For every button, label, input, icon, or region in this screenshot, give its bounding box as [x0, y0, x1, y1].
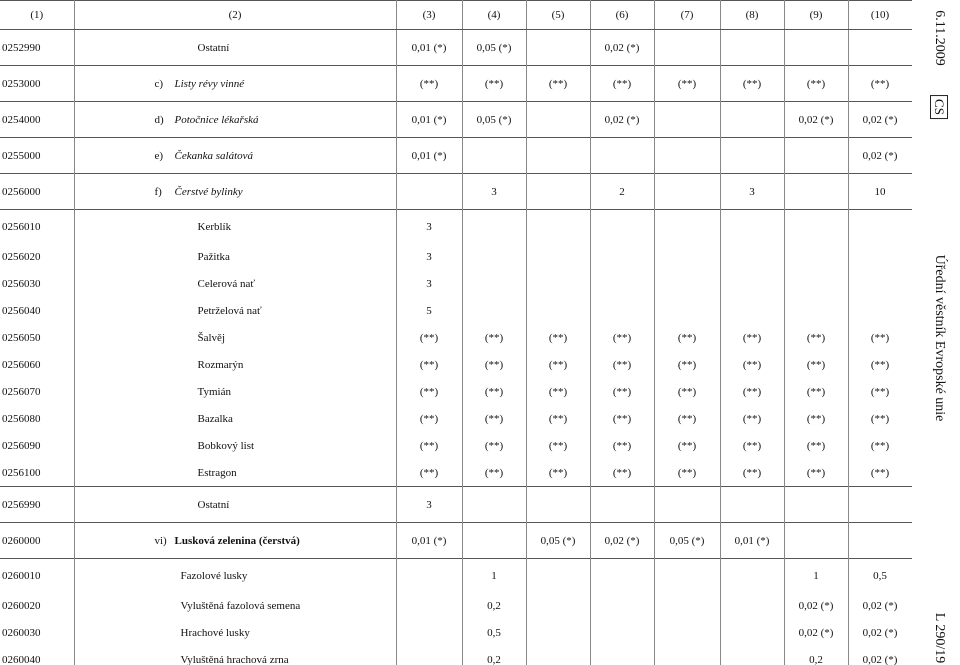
- product-description-cell: [74, 102, 396, 138]
- limit-value-col-10: 0,02 (*): [848, 620, 912, 647]
- table-row: [0, 523, 912, 559]
- limit-value-col-9: [784, 244, 848, 271]
- limit-value-col-10: 0,02 (*): [848, 593, 912, 620]
- limit-value-col-6: (**): [590, 406, 654, 433]
- product-name: Ostatní: [197, 498, 230, 511]
- limit-value-col-7: [654, 298, 720, 325]
- limit-value-col-10: 0,02 (*): [848, 102, 912, 138]
- limit-value-col-4: 0,5: [462, 620, 526, 647]
- table-row: [0, 271, 912, 298]
- limit-value-col-4: 0,05 (*): [462, 30, 526, 66]
- limit-value-col-7: [654, 559, 720, 593]
- category-marker: vi): [154, 534, 167, 547]
- limit-value-col-4: (**): [462, 325, 526, 352]
- limit-value-col-8: (**): [720, 379, 784, 406]
- limit-value-col-10: 0,02 (*): [848, 138, 912, 174]
- limit-value-col-8: (**): [720, 352, 784, 379]
- table-row: [0, 298, 912, 325]
- limit-value-col-7: [654, 620, 720, 647]
- product-code: 0260000: [0, 523, 74, 559]
- table-row: [0, 406, 912, 433]
- limit-value-col-3: (**): [396, 325, 462, 352]
- limit-value-col-5: [526, 30, 590, 66]
- limit-value-col-7: [654, 647, 720, 665]
- limit-value-col-6: [590, 210, 654, 244]
- publication-date: 6.11.2009: [932, 10, 947, 66]
- limit-value-col-9: [784, 30, 848, 66]
- product-code: 0260010: [0, 559, 74, 593]
- limit-value-col-10: [848, 487, 912, 523]
- limit-value-col-8: (**): [720, 325, 784, 352]
- limit-value-col-6: 2: [590, 174, 654, 210]
- product-description-cell: [74, 593, 396, 620]
- limit-value-col-8: 0,01 (*): [720, 523, 784, 559]
- limit-value-col-3: (**): [396, 433, 462, 460]
- table-row: [0, 593, 912, 620]
- limit-value-col-5: (**): [526, 460, 590, 487]
- limit-value-col-8: [720, 138, 784, 174]
- limit-value-col-9: (**): [784, 406, 848, 433]
- product-code: 0256100: [0, 460, 74, 487]
- limit-value-col-3: (**): [396, 379, 462, 406]
- product-code: 0256030: [0, 271, 74, 298]
- limit-value-col-8: [720, 298, 784, 325]
- limit-value-col-6: [590, 487, 654, 523]
- limit-value-col-4: (**): [462, 66, 526, 102]
- limit-value-col-5: [526, 298, 590, 325]
- limit-value-col-9: (**): [784, 460, 848, 487]
- product-code: 0256000: [0, 174, 74, 210]
- limit-value-col-6: 0,02 (*): [590, 102, 654, 138]
- product-name: Hrachové lusky: [180, 627, 250, 639]
- table-row: [0, 379, 912, 406]
- limit-value-col-6: 0,02 (*): [590, 30, 654, 66]
- limit-value-col-5: (**): [526, 433, 590, 460]
- product-description-cell: [74, 210, 396, 244]
- limit-value-col-3: [396, 559, 462, 593]
- limit-value-col-10: 0,02 (*): [848, 647, 912, 665]
- limit-value-col-9: [784, 138, 848, 174]
- product-name: Petrželová nať: [197, 305, 262, 317]
- limit-value-col-8: [720, 244, 784, 271]
- limit-value-col-10: [848, 271, 912, 298]
- limit-value-col-6: (**): [590, 352, 654, 379]
- product-code: 0253000: [0, 66, 74, 102]
- product-code: 0256060: [0, 352, 74, 379]
- language-badge: CS: [930, 95, 948, 119]
- table-row: [0, 352, 912, 379]
- limit-value-col-9: [784, 523, 848, 559]
- product-code: 0255000: [0, 138, 74, 174]
- limit-value-col-6: 0,02 (*): [590, 523, 654, 559]
- limit-value-col-10: 0,5: [848, 559, 912, 593]
- product-description-cell: [74, 30, 396, 66]
- product-description-cell: [74, 523, 396, 559]
- limit-value-col-3: 0,01 (*): [396, 102, 462, 138]
- product-name: Pažitka: [197, 251, 230, 263]
- limit-value-col-8: [720, 210, 784, 244]
- product-name: Vyluštěná hrachová zrna: [180, 654, 289, 665]
- table-row: [0, 325, 912, 352]
- limit-value-col-4: [462, 244, 526, 271]
- limit-value-col-9: [784, 210, 848, 244]
- limit-value-col-3: [396, 593, 462, 620]
- limit-value-col-6: (**): [590, 66, 654, 102]
- product-code: 0256020: [0, 244, 74, 271]
- table-row: [0, 244, 912, 271]
- limit-value-col-6: [590, 138, 654, 174]
- limit-value-col-6: (**): [590, 433, 654, 460]
- limit-value-col-8: [720, 593, 784, 620]
- product-code: 0256040: [0, 298, 74, 325]
- limit-value-col-5: [526, 271, 590, 298]
- limit-value-col-8: [720, 487, 784, 523]
- limit-value-col-4: 0,2: [462, 593, 526, 620]
- limit-value-col-10: [848, 210, 912, 244]
- product-description-cell: [74, 298, 396, 325]
- limit-value-col-7: [654, 102, 720, 138]
- limit-value-col-6: [590, 244, 654, 271]
- product-code: 0254000: [0, 102, 74, 138]
- limit-value-col-7: [654, 271, 720, 298]
- limit-value-col-10: (**): [848, 379, 912, 406]
- limit-value-col-8: [720, 620, 784, 647]
- limit-value-col-6: [590, 620, 654, 647]
- limit-value-col-9: [784, 298, 848, 325]
- limit-value-col-10: 10: [848, 174, 912, 210]
- limit-value-col-3: 0,01 (*): [396, 30, 462, 66]
- table-header-row: [0, 1, 912, 30]
- category-marker: e): [154, 149, 164, 162]
- product-description-cell: [74, 138, 396, 174]
- limit-value-col-9: [784, 271, 848, 298]
- limit-value-col-10: [848, 30, 912, 66]
- product-name: Lusková zelenina (čerstvá): [174, 534, 300, 547]
- product-name: Celerová nať: [197, 278, 256, 290]
- limit-value-col-4: [462, 523, 526, 559]
- limit-value-col-7: [654, 174, 720, 210]
- product-code: 0256090: [0, 433, 74, 460]
- limit-value-col-7: [654, 138, 720, 174]
- limit-value-col-10: [848, 523, 912, 559]
- limit-value-col-9: 0,02 (*): [784, 593, 848, 620]
- product-description-cell: [74, 379, 396, 406]
- limit-value-col-4: (**): [462, 379, 526, 406]
- limit-value-col-3: (**): [396, 460, 462, 487]
- limit-value-col-3: 0,01 (*): [396, 523, 462, 559]
- limit-value-col-4: 1: [462, 559, 526, 593]
- product-code: 0260020: [0, 593, 74, 620]
- limit-value-col-9: (**): [784, 352, 848, 379]
- column-header-1: (1): [0, 1, 74, 30]
- column-header-9: (9): [784, 1, 848, 30]
- limit-value-col-7: [654, 30, 720, 66]
- limit-value-col-9: (**): [784, 66, 848, 102]
- limit-value-col-4: [462, 298, 526, 325]
- limit-value-col-5: [526, 102, 590, 138]
- limit-value-col-4: [462, 210, 526, 244]
- product-description-cell: [74, 406, 396, 433]
- product-description-cell: [74, 244, 396, 271]
- table-row: [0, 620, 912, 647]
- product-name: Rozmarýn: [197, 359, 244, 371]
- limit-value-col-4: (**): [462, 433, 526, 460]
- product-code: 0256070: [0, 379, 74, 406]
- product-description-cell: [74, 487, 396, 523]
- limit-value-col-6: (**): [590, 325, 654, 352]
- product-name: Bobkový list: [197, 440, 255, 452]
- product-code: 0256010: [0, 210, 74, 244]
- limit-value-col-6: [590, 647, 654, 665]
- limit-value-col-3: (**): [396, 406, 462, 433]
- limit-value-col-8: (**): [720, 460, 784, 487]
- column-header-2: (2): [74, 1, 396, 30]
- product-name: Listy révy vinné: [174, 77, 245, 90]
- limit-value-col-9: [784, 174, 848, 210]
- table-row: [0, 460, 912, 487]
- column-header-4: (4): [462, 1, 526, 30]
- limit-value-col-5: 0,05 (*): [526, 523, 590, 559]
- table-row: [0, 487, 912, 523]
- limit-value-col-3: (**): [396, 66, 462, 102]
- product-description-cell: [74, 620, 396, 647]
- limit-value-col-4: 3: [462, 174, 526, 210]
- limit-value-col-9: 0,02 (*): [784, 102, 848, 138]
- limit-value-col-7: [654, 210, 720, 244]
- limit-value-col-3: 5: [396, 298, 462, 325]
- limit-value-col-4: [462, 487, 526, 523]
- journal-title: Úřední věstník Evropské unie: [932, 254, 947, 422]
- table-body: [0, 30, 912, 665]
- limit-value-col-5: [526, 559, 590, 593]
- limit-value-col-6: (**): [590, 379, 654, 406]
- limit-value-col-3: [396, 174, 462, 210]
- limit-value-col-8: (**): [720, 66, 784, 102]
- column-header-3: (3): [396, 1, 462, 30]
- limit-value-col-3: 3: [396, 244, 462, 271]
- limit-value-col-9: 1: [784, 559, 848, 593]
- limit-value-col-7: [654, 593, 720, 620]
- column-header-7: (7): [654, 1, 720, 30]
- table-row: [0, 210, 912, 244]
- limit-value-col-7: (**): [654, 433, 720, 460]
- product-name: Fazolové lusky: [180, 569, 248, 582]
- limit-value-col-10: (**): [848, 66, 912, 102]
- limit-value-col-5: (**): [526, 379, 590, 406]
- limit-value-col-4: 0,2: [462, 647, 526, 665]
- limit-value-col-3: 3: [396, 210, 462, 244]
- limit-value-col-9: (**): [784, 325, 848, 352]
- limit-value-col-3: 3: [396, 487, 462, 523]
- product-description-cell: [74, 66, 396, 102]
- product-name: Vyluštěná fazolová semena: [180, 600, 301, 612]
- limit-value-col-4: 0,05 (*): [462, 102, 526, 138]
- product-code: 0256050: [0, 325, 74, 352]
- limit-value-col-6: [590, 298, 654, 325]
- limit-value-col-9: 0,2: [784, 647, 848, 665]
- product-name: Estragon: [197, 466, 237, 479]
- limit-value-col-7: (**): [654, 66, 720, 102]
- product-code: 0256080: [0, 406, 74, 433]
- product-name: Bazalka: [197, 413, 233, 425]
- page-reference: L 290/19: [932, 612, 947, 664]
- limit-value-col-5: [526, 174, 590, 210]
- limit-value-col-5: (**): [526, 325, 590, 352]
- limit-value-col-5: [526, 210, 590, 244]
- product-name: Čekanka salátová: [174, 149, 254, 162]
- product-description-cell: [74, 559, 396, 593]
- limit-value-col-8: [720, 102, 784, 138]
- limit-value-col-8: [720, 30, 784, 66]
- column-header-5: (5): [526, 1, 590, 30]
- limit-value-col-9: [784, 487, 848, 523]
- table-row: [0, 30, 912, 66]
- limit-value-col-7: (**): [654, 460, 720, 487]
- limit-value-col-9: (**): [784, 379, 848, 406]
- limit-value-col-10: [848, 298, 912, 325]
- limit-value-col-3: [396, 620, 462, 647]
- limit-value-col-7: [654, 244, 720, 271]
- table-row: [0, 138, 912, 174]
- limit-value-col-5: [526, 487, 590, 523]
- limit-value-col-7: [654, 487, 720, 523]
- limit-value-col-5: [526, 138, 590, 174]
- product-description-cell: [74, 325, 396, 352]
- column-header-8: (8): [720, 1, 784, 30]
- product-description-cell: [74, 271, 396, 298]
- limit-value-col-6: [590, 271, 654, 298]
- product-description-cell: [74, 647, 396, 665]
- product-description-cell: [74, 174, 396, 210]
- limit-value-col-10: (**): [848, 352, 912, 379]
- limit-value-col-7: (**): [654, 325, 720, 352]
- limit-value-col-4: (**): [462, 406, 526, 433]
- limit-value-col-5: [526, 593, 590, 620]
- category-marker: c): [154, 77, 164, 90]
- limit-value-col-8: [720, 559, 784, 593]
- table-row: [0, 66, 912, 102]
- product-description-cell: [74, 460, 396, 487]
- limit-value-col-6: (**): [590, 460, 654, 487]
- product-description-cell: [74, 433, 396, 460]
- limit-value-col-7: (**): [654, 352, 720, 379]
- limit-value-col-10: [848, 244, 912, 271]
- limit-value-col-8: 3: [720, 174, 784, 210]
- limit-value-col-9: (**): [784, 433, 848, 460]
- column-header-6: (6): [590, 1, 654, 30]
- limit-value-col-8: [720, 647, 784, 665]
- limit-value-col-5: (**): [526, 66, 590, 102]
- limit-value-col-3: 0,01 (*): [396, 138, 462, 174]
- limit-value-col-5: (**): [526, 406, 590, 433]
- limit-value-col-5: [526, 647, 590, 665]
- limit-value-col-3: [396, 647, 462, 665]
- product-code: 0256990: [0, 487, 74, 523]
- product-code: 0260040: [0, 647, 74, 665]
- product-name: Kerblík: [197, 220, 232, 233]
- limit-value-col-8: (**): [720, 433, 784, 460]
- limit-value-col-3: 3: [396, 271, 462, 298]
- product-code: 0260030: [0, 620, 74, 647]
- product-name: Šalvěj: [197, 332, 225, 344]
- page-margin: [918, 0, 960, 665]
- product-description-cell: [74, 352, 396, 379]
- limit-value-col-10: (**): [848, 460, 912, 487]
- product-name: Tymián: [197, 386, 231, 398]
- product-name: Potočnice lékařská: [174, 113, 259, 126]
- limit-value-col-5: [526, 620, 590, 647]
- limit-value-col-6: [590, 593, 654, 620]
- limit-value-col-10: (**): [848, 433, 912, 460]
- limit-value-col-9: 0,02 (*): [784, 620, 848, 647]
- limit-value-col-8: (**): [720, 406, 784, 433]
- category-marker: f): [154, 185, 162, 198]
- table-row: [0, 174, 912, 210]
- product-code: 0252990: [0, 30, 74, 66]
- limit-value-col-4: [462, 138, 526, 174]
- table-row: [0, 559, 912, 593]
- limit-value-col-10: (**): [848, 325, 912, 352]
- limit-value-col-7: 0,05 (*): [654, 523, 720, 559]
- category-marker: d): [154, 113, 164, 126]
- limit-value-col-4: (**): [462, 352, 526, 379]
- limit-value-col-4: [462, 271, 526, 298]
- limit-value-col-7: (**): [654, 406, 720, 433]
- limit-value-col-6: [590, 559, 654, 593]
- limit-value-col-8: [720, 271, 784, 298]
- limit-value-col-5: [526, 244, 590, 271]
- limit-value-col-4: (**): [462, 460, 526, 487]
- limit-value-col-7: (**): [654, 379, 720, 406]
- limit-value-col-3: (**): [396, 352, 462, 379]
- table-row: [0, 647, 912, 665]
- table-row: [0, 102, 912, 138]
- limit-value-col-10: (**): [848, 406, 912, 433]
- product-name: Ostatní: [197, 41, 230, 54]
- product-name: Čerstvé bylinky: [174, 185, 243, 198]
- limit-value-col-5: (**): [526, 352, 590, 379]
- column-header-10: (10): [848, 1, 912, 30]
- table-row: [0, 433, 912, 460]
